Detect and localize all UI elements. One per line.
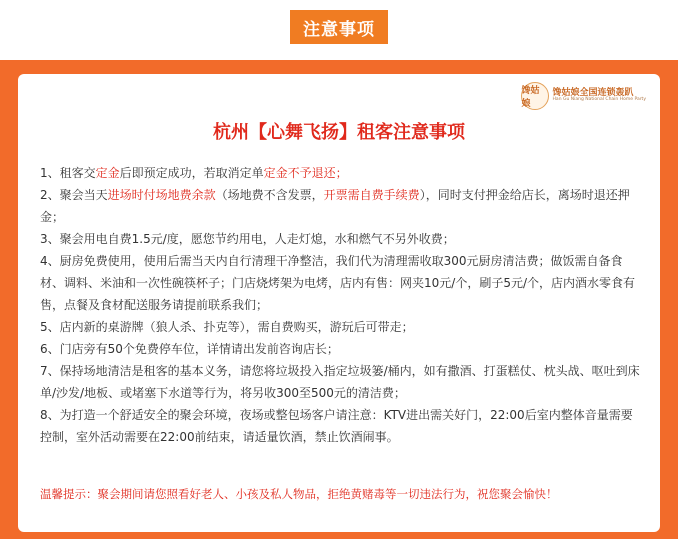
warm-tip: 温馨提示：聚会期间请您照看好老人、小孩及私人物品，拒绝黄赌毒等一切违法行为，祝您聚会愉快！ [40, 487, 558, 501]
rule-item-5: 5、店内新的桌游牌（狼人杀、扑克等），需自费购买，游玩后可带走； [40, 320, 414, 334]
header-badge-label: 注意事项 [303, 19, 375, 40]
rule-item-6: 6、门店旁有50个免费停车位，详情请出发前咨询店长； [40, 342, 339, 356]
rule-item-3: 3、聚会用电自费1.5元/度，愿您节约用电，人走灯熄，水和燃气不另外收费； [40, 232, 455, 246]
rules-list [40, 162, 642, 448]
rule-item-4: 4、厨房免费使用，使用后需当天内自行清理干净整洁，我们代为清理需收取300元厨房清洁费；做饭需自备食材、调料、米油和一次性碗筷杯子；门店烧烤架为电烤，店内有售：网夹10元/个，刷子5元/个，店内酒水零食有售，点餐及食材配送服务请提前联系我们； [40, 254, 635, 312]
notice-card [18, 74, 660, 532]
rule-item-1: 1、租客交定金后即预定成功，若取消定单定金不予退还； [40, 166, 348, 180]
rule-item-2: 2、聚会当天进场时付场地费余款（场地费不含发票，开票需自费手续费），同时支付押金给店长，离场时退还押金； [40, 188, 630, 224]
logo-mark-icon: 馋姑娘 [521, 82, 549, 110]
header-badge [290, 10, 388, 44]
rule-item-8: 8、为打造一个舒适安全的聚会环境，夜场或整包场客户请注意：KTV进出需关好门，22:00后室内整体音量需要控制，室外活动需要在22:00前结束，请适量饮酒，禁止饮酒闹事。 [40, 408, 633, 444]
brand-logo [521, 82, 646, 110]
logo-name-en: Han Gu Niang National Chain Home Party [552, 97, 646, 103]
logo-name-cn: 馋姑娘全国连锁轰趴 [552, 87, 634, 98]
rule-item-7: 7、保持场地清洁是租客的基本义务，请您将垃圾投入指定垃圾篓/桶内，如有撒酒、打蛋糕仗、枕头战、呕吐到床单/沙发/地板、或堵塞下水道等行为，将另收300至500元的清洁费； [40, 364, 640, 400]
page-title: 杭州【心舞飞扬】租客注意事项 [213, 122, 465, 143]
